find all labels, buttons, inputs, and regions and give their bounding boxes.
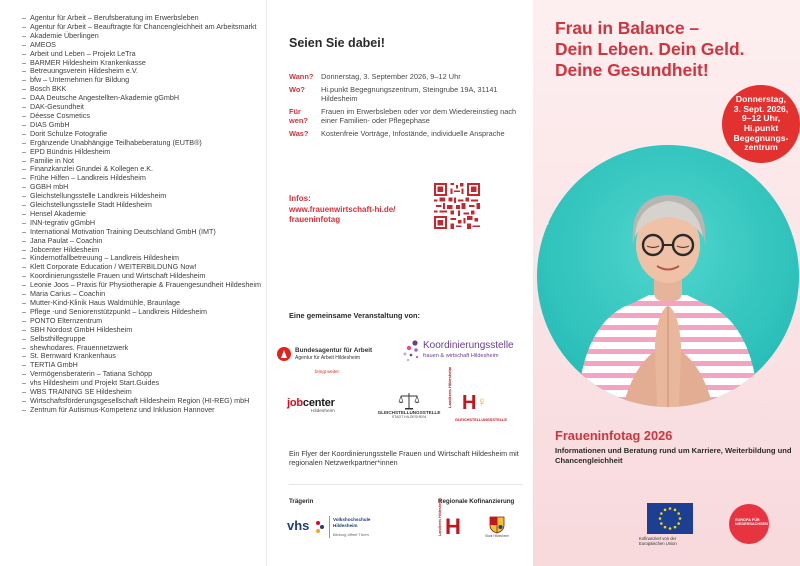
eu-flag-icon xyxy=(647,503,693,534)
jc-logo-city: Hildesheim xyxy=(311,409,335,414)
partner-list-item: – AMEOS xyxy=(22,41,262,50)
partner-list-item: – Klett Corporate Education / WEITERBILDUNG Now! xyxy=(22,263,262,272)
detail-key: Wann? xyxy=(289,72,314,81)
dots-cluster-icon xyxy=(401,340,421,362)
eu-star-icon xyxy=(674,526,677,529)
partner-list-item: – INN-tegrativ gGmbH xyxy=(22,219,262,228)
eu-star-icon xyxy=(664,509,667,512)
detail-what xyxy=(289,129,529,139)
bundesagentur-logo xyxy=(277,344,387,378)
partner-list-item: – Gleichstellungsstelle Landkreis Hildesheim xyxy=(22,192,262,201)
vhs-divider xyxy=(329,516,330,538)
partner-list-item: – Betreuungsverein Hildesheim e.V. xyxy=(22,67,262,76)
partner-list-item: – St. Bernward Krankenhaus xyxy=(22,352,262,361)
vhs-logo xyxy=(287,514,399,542)
koordinierungsstelle-logo xyxy=(399,336,519,368)
partner-list-item: – Arbeit und Leben – Projekt LeTra xyxy=(22,50,262,59)
nds-logo-text: EUROPA FÜR NIEDERSACHSEN xyxy=(735,518,768,527)
partner-list-item: – Dorit Schulze Fotografie xyxy=(22,130,262,139)
lk-h-icon: H xyxy=(445,514,461,539)
jobcenter-logo xyxy=(287,397,367,421)
hero-title xyxy=(555,18,795,81)
partner-list-item: – Vermögensberaterin – Tatiana Schöpp xyxy=(22,370,262,379)
partner-list-item: – Wirtschaftsförderungsgesellschaft Hildesheim Region (HI-REG) mbH xyxy=(22,397,262,406)
partner-list-item: – Leonie Joos – Praxis für Physiotherapie & Frauengesundheit Hildesheim xyxy=(22,281,262,290)
date-badge xyxy=(722,85,800,163)
eu-star-icon xyxy=(674,509,677,512)
partner-list-item: – BARMER Hildesheim Krankenkasse xyxy=(22,59,262,68)
badge-line: Begegnungs- xyxy=(733,132,789,143)
eu-star-icon xyxy=(679,517,682,520)
cofund-heading: Regionale Kofinanzierung xyxy=(438,498,515,505)
eu-star-icon xyxy=(664,526,667,529)
kost-logo-sub: frauen & wirtschaft Hildesheim xyxy=(423,353,499,359)
infos-url-line2[interactable]: fraueninfotag xyxy=(289,215,341,224)
partner-list-item: – Koordinierungsstelle Frauen und Wirtschaft Hildesheim xyxy=(22,272,262,281)
detail-where xyxy=(289,85,529,104)
badge-line: zentrum xyxy=(744,142,778,153)
badge-line: Donnerstag, xyxy=(735,94,787,105)
partner-list-item: – Ergänzende Unabhängige Teilhabeberatung (EUTB®) xyxy=(22,139,262,148)
organizer-heading: Eine gemeinsame Veranstaltung von: xyxy=(289,311,421,320)
lkgs-logo-side: Landkreis Hildesheim xyxy=(447,366,452,408)
jc-logo-job: job xyxy=(287,397,303,409)
partner-list-item: – shewhodares. Frauennetzwerk xyxy=(22,344,262,353)
partner-list-item: – Hensel Akademie xyxy=(22,210,262,219)
event-details xyxy=(289,72,529,142)
landkreis-logo xyxy=(438,498,468,542)
ba-logo-slogan: bringt weiter. xyxy=(315,369,340,374)
eu-caption-2: Europäischen Union xyxy=(639,541,677,546)
gleichstellungsstelle-stadt-logo xyxy=(371,392,447,424)
partner-list-item: – SBH Nordost GmbH Hildesheim xyxy=(22,326,262,335)
eu-star-icon xyxy=(677,522,680,525)
event-info-panel xyxy=(266,0,533,566)
partner-list-item: – International Motivation Training Deutschland GmbH (IMT) xyxy=(22,228,262,237)
infos-block xyxy=(289,194,395,226)
coat-of-arms-icon xyxy=(489,516,505,534)
partner-list-item: – PONTO Elternzentrum xyxy=(22,317,262,326)
badge-line: Hi.punkt xyxy=(743,123,779,133)
detail-value: Donnerstag, 3. September 2026, 9–12 Uhr xyxy=(321,72,461,81)
partner-list-item: – Zentrum für Autismus-Kompetenz und Inklusion Hannover xyxy=(22,406,262,415)
gs-logo-sub: STADT HILDESHEIM xyxy=(391,415,427,419)
partner-list-item: – Jana Paulat – Coachin xyxy=(22,237,262,246)
detail-key: Für wen? xyxy=(289,106,308,126)
vhs-logo-mark: vhs xyxy=(287,518,310,533)
lkgs-logo-title: GLEICHSTELLUNGSSTELLE xyxy=(455,418,507,422)
partner-list-item: – Agentur für Arbeit – Berufsberatung im Erwerbsleben xyxy=(22,14,262,23)
partner-list-item: – Déesse Cosmetics xyxy=(22,112,262,121)
partner-list-item: – WBS TRAINING SE Hildesheim xyxy=(22,388,262,397)
flyer-description: Ein Flyer der Koordinierungsstelle Frauen und Wirtschaft Hildesheim mit regionalen Netzwerkpartner*innen xyxy=(289,449,519,468)
hero-photo xyxy=(537,142,799,407)
vhs-logo-slogan: Bildung öffnet Türen xyxy=(333,532,369,537)
infos-url[interactable] xyxy=(289,205,395,226)
divider xyxy=(289,484,523,485)
partner-list-item: – Akademie Überlingen xyxy=(22,32,262,41)
detail-key: Wo? xyxy=(289,84,305,94)
partner-list-item: – DIAS GmbH xyxy=(22,121,262,130)
partner-list-item: – DAA Deutsche Angestellten-Akademie gGmbH xyxy=(22,94,262,103)
lk-logo-side: Landkreis Hildesheim xyxy=(438,498,442,536)
detail-when xyxy=(289,72,529,82)
partner-list-item: – TERTIA GmbH xyxy=(22,361,262,370)
photo-credit: © deagreez – adobe.stock.com xyxy=(545,166,550,225)
gleichstellungsstelle-landkreis-logo xyxy=(447,366,509,426)
europa-niedersachsen-logo xyxy=(729,504,769,544)
qr-code-icon[interactable] xyxy=(434,183,480,229)
partner-list-item: – Bosch BKK xyxy=(22,85,262,94)
eu-cofunding-logo xyxy=(639,503,711,547)
partner-list-item: – Familie in Not xyxy=(22,157,262,166)
detail-value: Kostenfreie Vorträge, Infostände, individuelle Ansprache xyxy=(321,128,505,138)
hero-title-line3: Deine Gesundheit! xyxy=(555,60,709,80)
partner-list-item: – DAK-Gesundheit xyxy=(22,103,262,112)
partner-list-item: – EPD Bündnis Hildesheim xyxy=(22,148,262,157)
eu-star-icon xyxy=(669,527,672,530)
partner-list-item: – Maria Carius – Coachin xyxy=(22,290,262,299)
stadt-hildesheim-logo xyxy=(480,516,514,546)
eu-star-icon xyxy=(660,522,663,525)
jc-logo-center: center xyxy=(302,397,335,409)
partner-list-item: – Gleichstellungsstelle Stadt Hildesheim xyxy=(22,201,262,210)
sponsor-heading: Trägerin xyxy=(289,498,314,505)
partner-list-item: – vhs Hildesheim und Projekt Start.Guides xyxy=(22,379,262,388)
hero-title-line2: Dein Leben. Dein Geld. xyxy=(555,39,745,59)
partner-list-item: – Selbsthilfegruppe xyxy=(22,335,262,344)
headline: Seien Sie dabei! xyxy=(289,36,385,50)
eu-star-icon xyxy=(677,512,680,515)
partner-list-item: – Mutter-Kind-Klinik Haus Waldmühle, Braunlage xyxy=(22,299,262,308)
detail-for-whom xyxy=(289,107,529,126)
partner-list xyxy=(22,14,262,415)
partner-list-item: – Jobcenter Hildesheim xyxy=(22,246,262,255)
event-subtitle: Informationen und Beratung rund um Karriere, Weiterbildung und Chancengleichheit xyxy=(555,446,792,465)
event-title: Fraueninfotag 2026 xyxy=(555,428,673,443)
partner-list-item: – Finanzkanzlei Grundei & Kollegen e.K. xyxy=(22,165,262,174)
badge-line: 3. Sept. 2026, xyxy=(733,103,789,114)
crest-caption: Stadt Hildesheim xyxy=(484,534,510,538)
kost-logo-title: Koordinierungsstelle xyxy=(423,340,514,351)
vhs-logo-line2: Hildesheim xyxy=(333,522,358,528)
detail-key: Was? xyxy=(289,128,309,138)
partner-list-item: – GGBH mbH xyxy=(22,183,262,192)
venus-symbol-icon: ♀ xyxy=(477,394,487,409)
partner-list-item: – bfw – Unternehmen für Bildung xyxy=(22,76,262,85)
infos-label: Infos: xyxy=(289,194,311,203)
badge-line: 9–12 Uhr, xyxy=(741,113,781,124)
detail-value: Frauen im Erwerbsleben oder vor dem Wiedereinstieg nach einer Familien- oder Pflegephase xyxy=(321,106,517,126)
hero-title-line1: Frau in Balance – xyxy=(555,18,700,38)
eu-star-icon xyxy=(659,517,662,520)
partner-list-item: – Kindernotfallbetreuung – Landkreis Hildesheim xyxy=(22,254,262,263)
meditating-woman-illustration xyxy=(537,142,799,407)
partner-list-item: – Agentur für Arbeit – Beauftragte für Chancengleichheit am Arbeitsmarkt xyxy=(22,23,262,32)
partner-list-item: – Frühe Hilfen – Landkreis Hildesheim xyxy=(22,174,262,183)
partner-list-item: – Pflege -und Seniorenstützpunkt – Landkreis Hildesheim xyxy=(22,308,262,317)
vhs-logo-line1: Volkshochschule xyxy=(333,517,371,522)
eu-star-icon xyxy=(669,507,672,510)
partner-list-panel xyxy=(0,0,266,566)
eu-star-icon xyxy=(660,512,663,515)
infos-url-line1[interactable]: www.frauenwirtschaft-hi.de/ xyxy=(289,204,396,214)
eu-caption-1: Kofinanziert von der xyxy=(639,536,677,541)
ba-logo-title: Bundesagentur für Arbeit xyxy=(295,347,373,354)
lk-h-icon: H xyxy=(462,392,477,414)
vhs-dots-icon xyxy=(315,520,325,534)
gs-logo-title: GLEICHSTELLUNGSSTELLE xyxy=(377,410,441,415)
detail-value: Hi.punkt Begegnungszentrum, Steingrube 19A, 31141 Hildesheim xyxy=(321,84,498,104)
cover-panel xyxy=(533,0,800,566)
scales-icon xyxy=(398,392,420,410)
ba-logo-icon xyxy=(277,347,291,361)
ba-logo-sub: Agentur für Arbeit Hildesheim xyxy=(295,355,361,361)
